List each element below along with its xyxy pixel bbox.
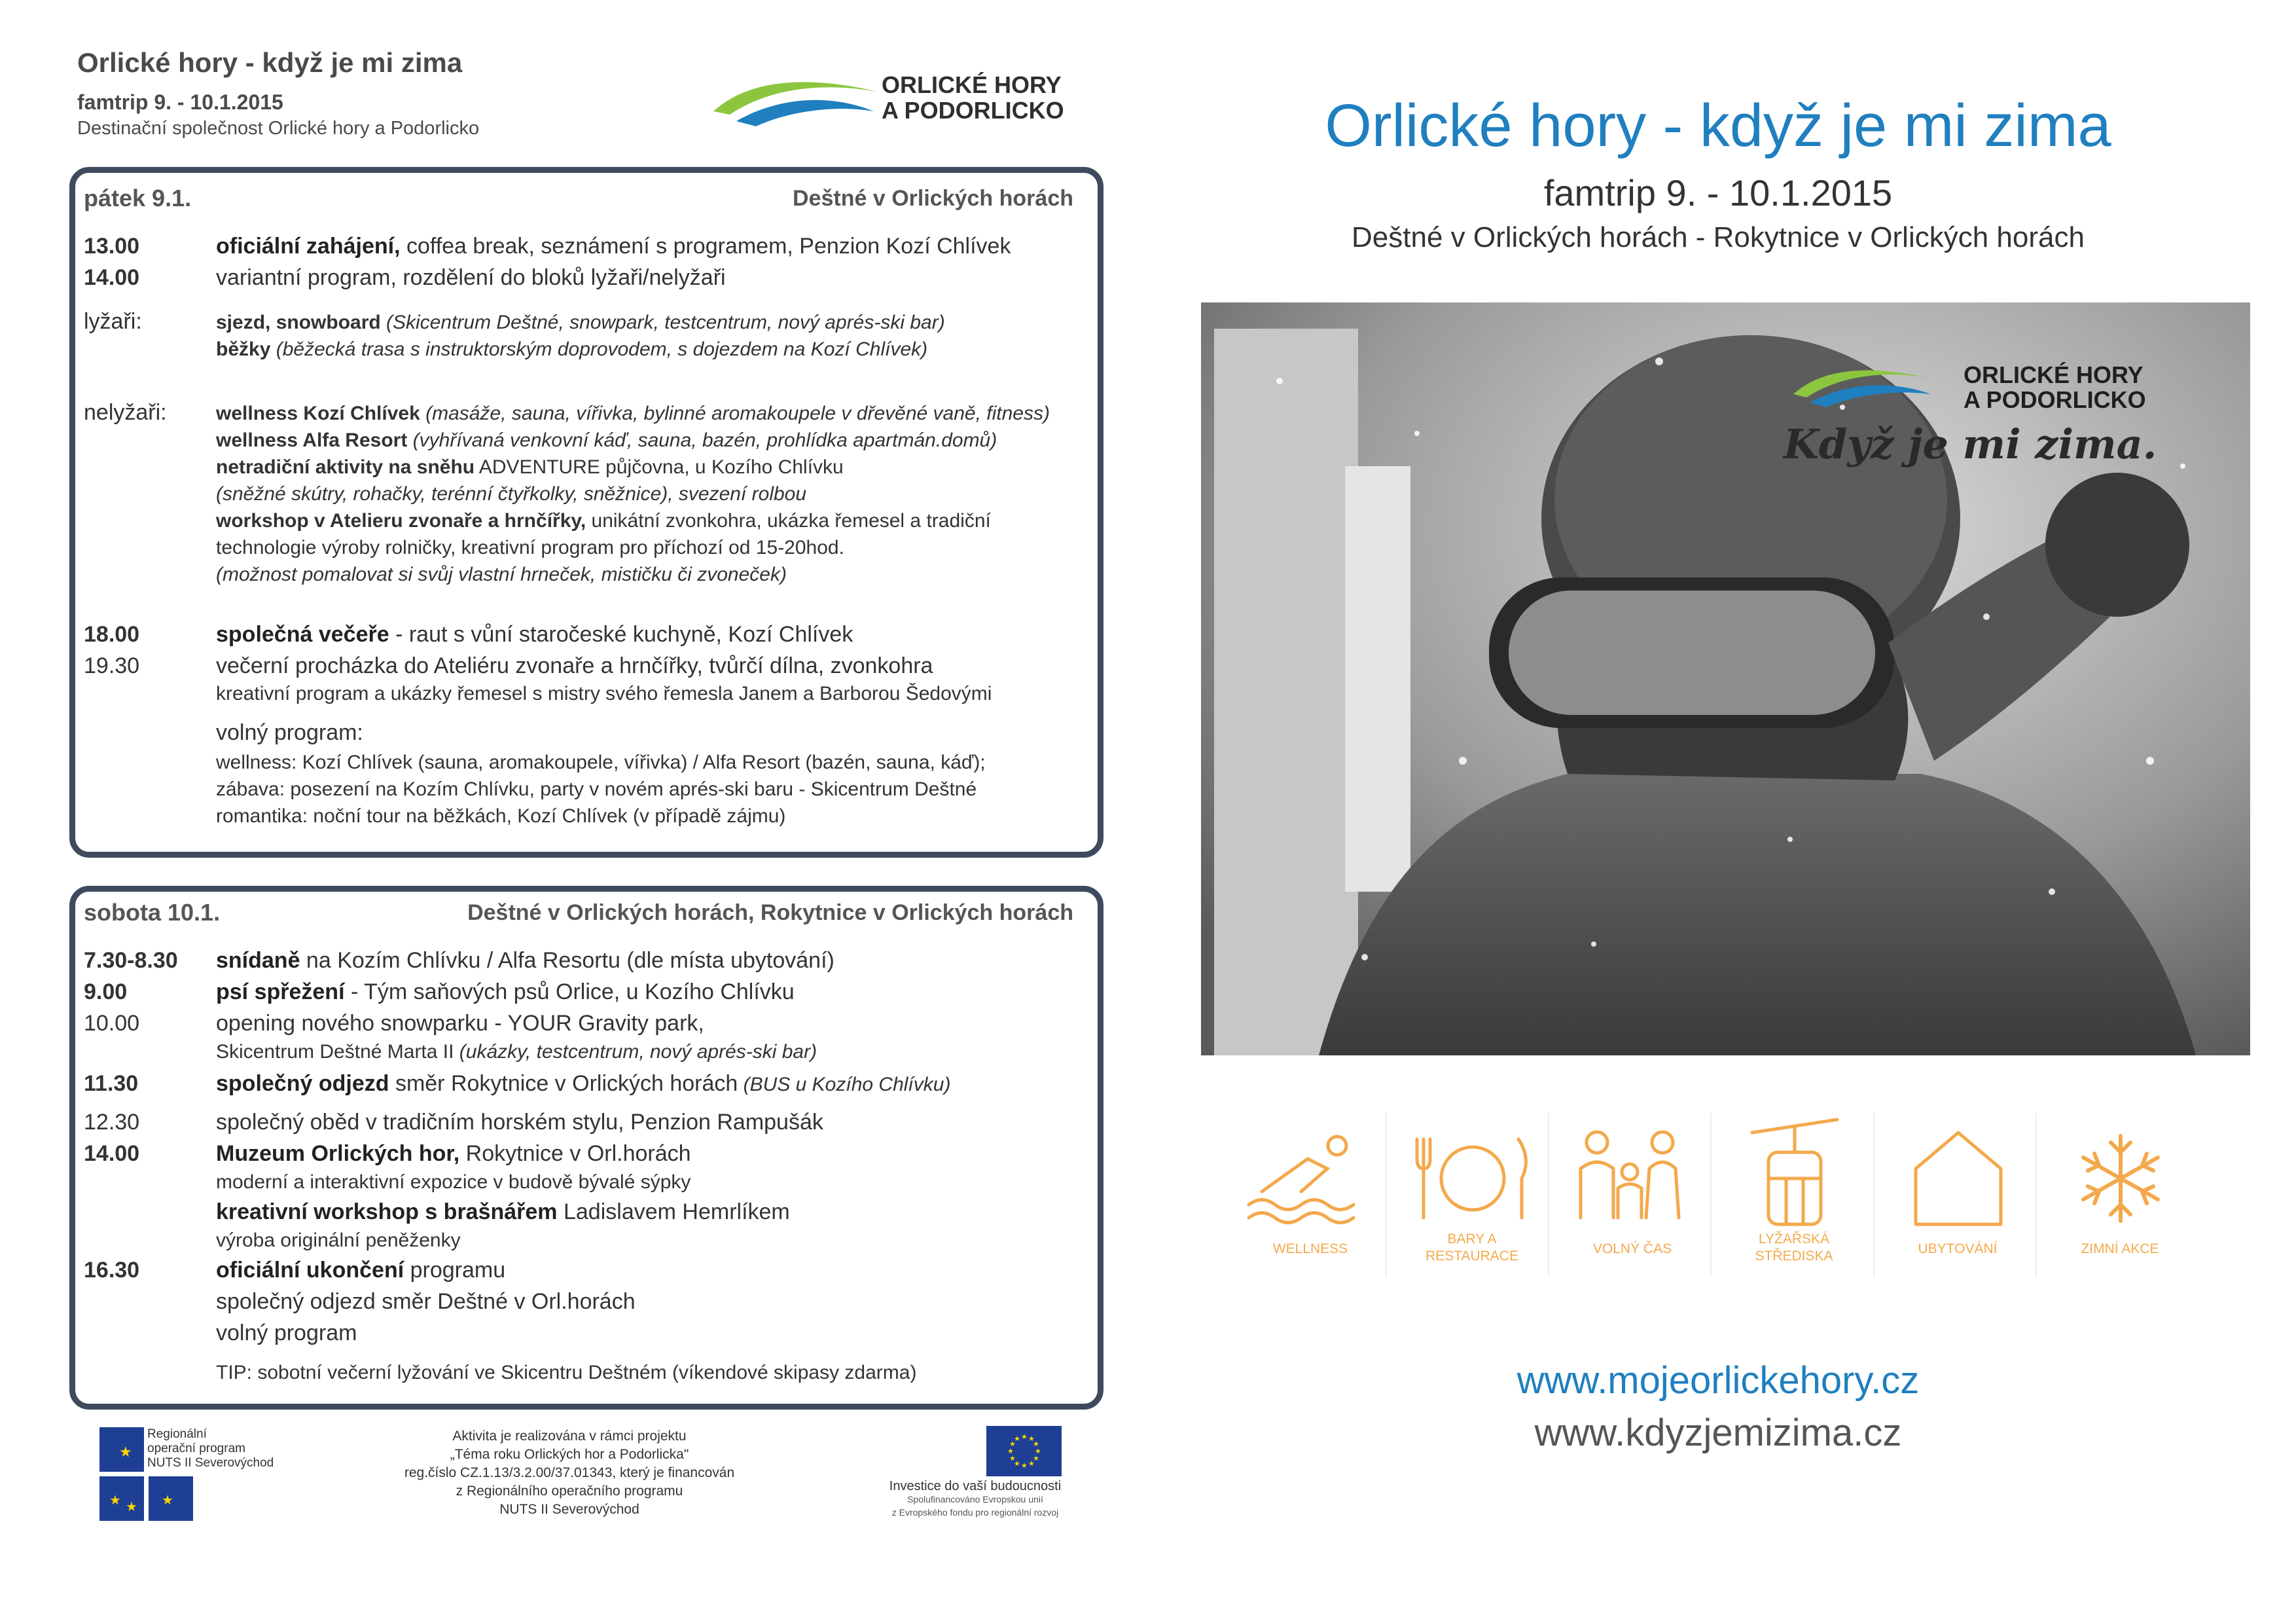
icon-tile-ski-resort: [1713, 1106, 1875, 1290]
eu-flag-icon: [986, 1426, 1062, 1476]
free-program-label: volný program:: [216, 720, 363, 745]
icon-divider: [2036, 1113, 2037, 1277]
time-1130: 11.30: [84, 1071, 139, 1096]
non-skiers-item-4-detail: technologie výroby rolničky, kreativní program pro příchozí od 15-20hod.: [216, 537, 844, 558]
friday-evening-walk-detail: kreativní program a ukázky řemesel s mistry svého řemesla Janem a Barborou Šedovými: [216, 683, 992, 704]
svg-text:★: ★: [126, 1500, 137, 1514]
eu-line-3: z Evropského fondu pro regionální rozvoj: [891, 1507, 1059, 1518]
rop-line-3: NUTS II Severovýchod: [147, 1456, 274, 1470]
time-1230: 12.30: [84, 1110, 140, 1135]
friday-day-label: pátek 9.1.: [84, 185, 192, 211]
eu-line-1: Investice do vaší budoucnosti: [889, 1479, 1062, 1493]
non-skiers-item-4: workshop v Atelieru zvonaře a hrnčířky, unikátní zvonkohra, ukázka řemesel a tradiční: [216, 510, 991, 532]
restaurant-label: BARY A RESTAURACE: [1426, 1231, 1518, 1264]
website-link-1[interactable]: www.mojeorlickehory.cz: [1516, 1359, 1920, 1402]
friday-dinner: společná večeře - raut s vůní staročeské kuchyně, Kozí Chlívek: [216, 622, 853, 647]
photo-logo-text: [1964, 363, 2146, 412]
time-1400: 14.00: [84, 265, 140, 290]
photo-slogan: Když je mi zima.: [1784, 420, 2157, 468]
rop-line-2: operační program: [147, 1442, 245, 1455]
non-skiers-item-3: netradiční aktivity na sněhu ADVENTURE půjčovna, u Kozího Chlívku: [216, 456, 844, 478]
right-route: Deštné v Orlických horách - Rokytnice v Orlických horách: [1352, 221, 2085, 253]
website-link-2[interactable]: www.kdyzjemizima.cz: [1534, 1412, 1902, 1454]
accommodation-label: UBYTOVÁNÍ: [1918, 1241, 1998, 1256]
eu-line-2: Spolufinancováno Evropskou unií: [907, 1494, 1043, 1504]
saturday-museum-detail: moderní a interaktivní expozice v budově bývalé sýpky: [216, 1171, 691, 1193]
saturday-breakfast: snídaně na Kozím Chlívku / Alfa Resortu (dle místa ubytování): [216, 948, 834, 973]
skiers-item-1: sjezd, snowboard (Skicentrum Deštné, snowpark, testcentrum, nový aprés-ski bar): [216, 312, 945, 333]
saturday-lunch: společný oběd v tradičním horském stylu, Penzion Rampušák: [216, 1110, 823, 1135]
time-0730: 7.30-8.30: [84, 948, 178, 973]
svg-text:★: ★: [1021, 1433, 1028, 1441]
credits-line-2: „Téma roku Orlických hor a Podorlicka": [450, 1447, 689, 1462]
free-program-fun: zábava: posezení na Kozím Chlívku, party v novém aprés-ski baru - Skicentrum Deštné: [216, 778, 977, 800]
icon-divider: [1548, 1113, 1549, 1277]
skiers-label: lyžaři:: [84, 309, 142, 334]
svg-text:★: ★: [1014, 1460, 1020, 1468]
svg-text:★: ★: [109, 1493, 121, 1508]
svg-text:★: ★: [1033, 1455, 1039, 1463]
icon-divider: [1873, 1113, 1874, 1277]
svg-text:★: ★: [1007, 1448, 1014, 1455]
photo-logo-line2: A PODORLICKO: [1964, 386, 2146, 413]
house-icon: [1876, 1106, 2039, 1237]
project-credits: [367, 1427, 772, 1519]
skier-photo-icon: [1201, 302, 2250, 1055]
saturday-free-program: volný program: [216, 1321, 357, 1345]
saturday-snowpark-opening: opening nového snowparku - YOUR Gravity park,: [216, 1011, 704, 1036]
svg-text:★: ★: [162, 1493, 173, 1508]
credits-line-3: reg.číslo CZ.1.13/3.2.00/37.01343, který je financován: [404, 1465, 735, 1480]
time-1630: 16.30: [84, 1258, 140, 1283]
eu-text: [844, 1480, 1106, 1519]
non-skiers-label: nelyžaři:: [84, 400, 167, 425]
svg-text:★: ★: [1021, 1462, 1028, 1470]
time-0900: 9.00: [84, 979, 128, 1004]
right-subtitle: famtrip 9. - 10.1.2015: [1543, 172, 1893, 213]
rop-line-1: Regionální: [147, 1427, 207, 1441]
saturday-snowpark-detail: Skicentrum Deštné Marta II (ukázky, testcentrum, nový aprés-ski bar): [216, 1041, 817, 1063]
saturday-tip: TIP: sobotní večerní lyžování ve Skicentru Deštném (víkendové skipasy zdarma): [216, 1362, 917, 1383]
credits-line-1: Aktivita je realizována v rámci projektu: [452, 1429, 687, 1444]
time-1930: 19.30: [84, 653, 140, 678]
saturday-museum: Muzeum Orlických hor, Rokytnice v Orl.horách: [216, 1141, 691, 1166]
restaurant-icon: [1391, 1106, 1553, 1237]
free-program-wellness: wellness: Kozí Chlívek (sauna, aromakoupele, vířivka) / Alfa Resort (bazén, sauna, káď);: [216, 752, 986, 773]
free-program-romance: romantika: noční tour na běžkách, Kozí Chlívek (v případě zájmu): [216, 805, 786, 827]
svg-text:★: ★: [1033, 1440, 1039, 1448]
credits-line-5: NUTS II Severovýchod: [499, 1502, 639, 1517]
friday-evening-walk: večerní procházka do Ateliéru zvonaře a hrnčířky, tvůrčí dílna, zvonkohra: [216, 653, 933, 678]
left-title: Orlické hory - když je mi zima: [77, 47, 463, 78]
saturday-closing: oficiální ukončení programu: [216, 1258, 506, 1283]
friday-variant-program: variantní program, rozdělení do bloků lyžaři/nelyžaři: [216, 265, 726, 290]
brand-logo-line1: ORLICKÉ HORY: [882, 71, 1062, 98]
time-1300: 13.00: [84, 234, 140, 259]
wellness-icon: [1229, 1106, 1391, 1237]
skiers-item-2: běžky (běžecká trasa s instruktorským doprovodem, s dojezdem na Kozí Chlívek): [216, 338, 928, 360]
friday-opening: oficiální zahájení, coffea break, seznámení s programem, Penzion Kozí Chlívek: [216, 234, 1011, 259]
saturday-return: společný odjezd směr Deštné v Orl.horách: [216, 1289, 636, 1314]
svg-text:★: ★: [119, 1444, 132, 1460]
right-title: Orlické hory - když je mi zima: [1325, 92, 2111, 159]
rop-text: [147, 1427, 274, 1470]
saturday-departure: společný odjezd směr Rokytnice v Orlických horách (BUS u Kozího Chlívku): [216, 1071, 951, 1096]
non-skiers-item-2: wellness Alfa Resort (vyhřívaná venkovní káď, sauna, bazén, prohlídka apartmán.domů): [216, 429, 997, 451]
brand-logo-line2: A PODORLICKO: [882, 97, 1064, 124]
winter-events-label: ZIMNÍ AKCE: [2081, 1241, 2159, 1256]
icon-tile-accommodation: [1876, 1106, 2039, 1290]
left-subtitle: famtrip 9. - 10.1.2015: [77, 90, 283, 114]
credits-line-4: z Regionálního operačního programu: [456, 1484, 683, 1499]
svg-text:★: ★: [1028, 1435, 1035, 1443]
icon-divider: [1386, 1113, 1387, 1277]
non-skiers-item-4-note: (možnost pomalovat si svůj vlastní hrneček, mističku či zvoneček): [216, 564, 787, 585]
family-icon: [1551, 1106, 1713, 1237]
photo-logo-line1: ORLICKÉ HORY: [1964, 361, 2144, 388]
icon-tile-restaurant: [1391, 1106, 1553, 1290]
family-label: VOLNÝ ČAS: [1592, 1241, 1672, 1256]
svg-text:★: ★: [1014, 1435, 1020, 1443]
icon-tile-wellness: [1229, 1106, 1391, 1290]
brand-logo-text: [882, 72, 1064, 123]
time-1000: 10.00: [84, 1011, 140, 1036]
brand-logo-swoosh-icon: [710, 75, 880, 128]
wellness-label: WELLNESS: [1272, 1241, 1348, 1256]
svg-text:★: ★: [1009, 1455, 1016, 1463]
ski-resort-label: LYŽAŘSKÁ STŘEDISKA: [1755, 1231, 1833, 1264]
saturday-dog-sled: psí spřežení - Tým saňových psů Orlice, u Kozího Chlívku: [216, 979, 795, 1004]
cable-car-icon: [1713, 1106, 1875, 1237]
hero-photo: [1201, 302, 2250, 1055]
saturday-place: Deštné v Orlických horách, Rokytnice v Orlických horách: [467, 900, 1073, 925]
left-organisation: Destinační společnost Orlické hory a Podorlicko: [77, 118, 480, 139]
svg-text:★: ★: [1035, 1448, 1041, 1455]
svg-text:★: ★: [1009, 1440, 1016, 1448]
saturday-workshop-detail: výroba originální peněženky: [216, 1230, 461, 1251]
non-skiers-item-3-detail: (sněžné skútry, rohačky, terénní čtyřkolky, sněžnice), svezení rolbou: [216, 483, 807, 505]
snowflake-icon: [2039, 1106, 2201, 1237]
friday-place: Deštné v Orlických horách: [793, 186, 1073, 211]
time-1800: 18.00: [84, 622, 140, 647]
saturday-workshop: kreativní workshop s brašnářem Ladislavem Hemrlíkem: [216, 1199, 790, 1224]
saturday-day-label: sobota 10.1.: [84, 899, 221, 926]
icon-tile-family: [1551, 1106, 1713, 1290]
icon-tile-winter-events: [2039, 1106, 2201, 1290]
icon-divider: [1710, 1113, 1712, 1277]
time-1400-sat: 14.00: [84, 1141, 140, 1166]
svg-text:★: ★: [1028, 1460, 1035, 1468]
non-skiers-item-1: wellness Kozí Chlívek (masáže, sauna, vířivka, bylinné aromakoupele v dřevěné vaně, fitness): [216, 403, 1050, 424]
